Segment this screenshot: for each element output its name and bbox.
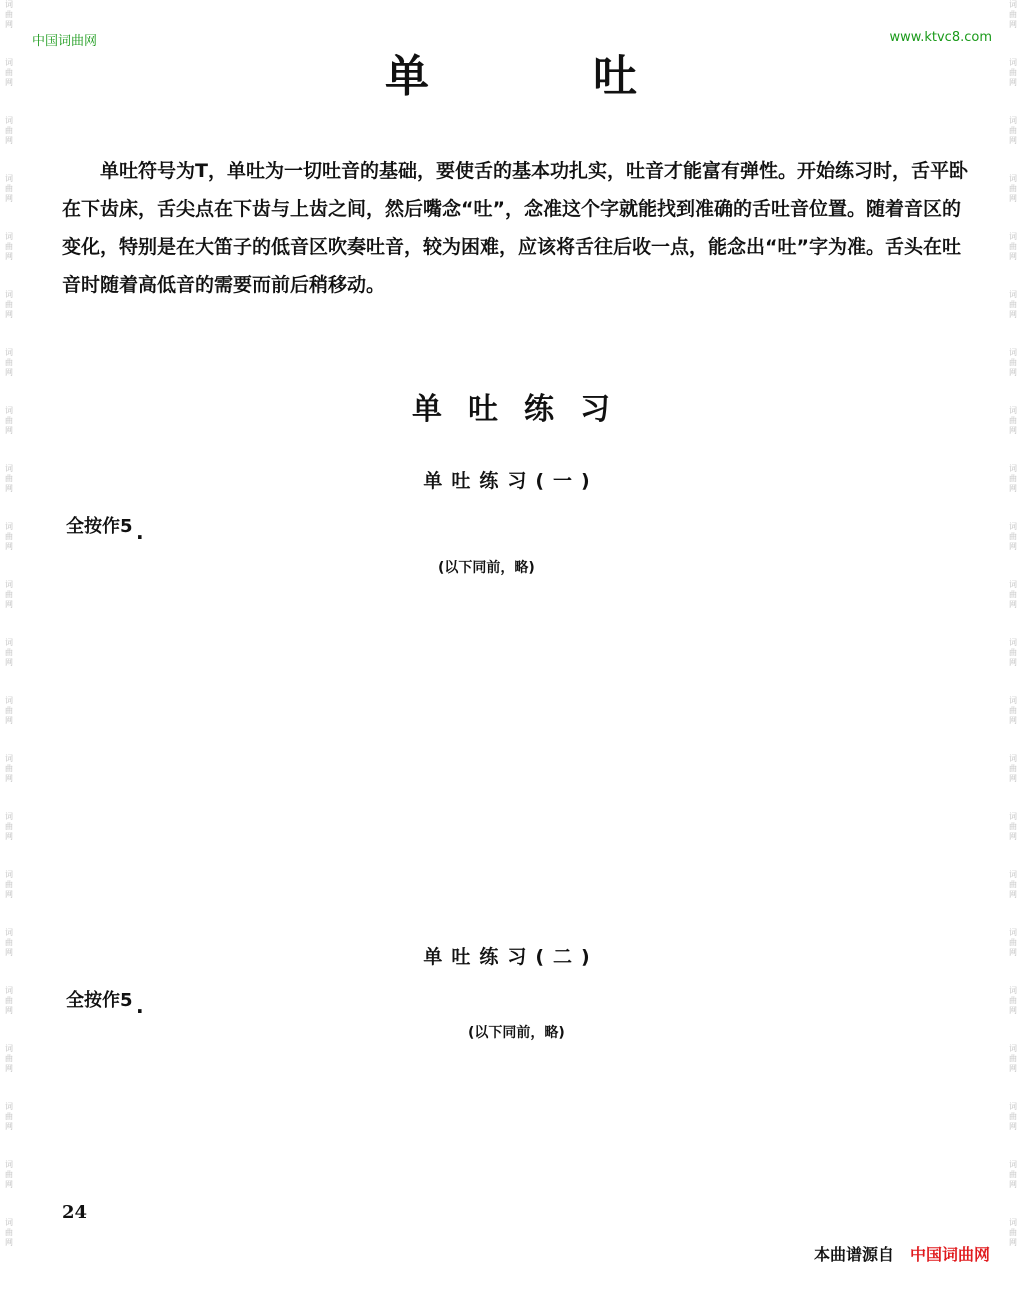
side-watermark-char: 网 [1009,890,1017,899]
side-watermark-char: 曲 [5,68,13,77]
side-watermark-char: 词 [1009,812,1017,821]
side-watermark-char: 网 [1009,310,1017,319]
side-watermark-char: 曲 [1009,300,1017,309]
side-watermark-char: 曲 [5,764,13,773]
side-watermark-group [2,348,16,378]
side-watermark-char: 词 [1009,232,1017,241]
source-label: 本曲谱源自 [813,1245,894,1264]
side-watermark-char: 词 [1009,928,1017,937]
side-watermark-char: 曲 [1009,1228,1017,1237]
exercise1-fingering: 全按作5 [66,516,133,537]
side-watermark-char: 词 [5,812,13,821]
side-watermark-char: 网 [5,600,13,609]
side-watermark-char: 词 [5,928,13,937]
side-watermark-char: 网 [5,1180,13,1189]
side-watermark-char: 词 [5,0,13,9]
side-watermark-char: 网 [1009,1006,1017,1015]
side-watermark-char: 网 [1009,832,1017,841]
side-watermark-char: 网 [5,20,13,29]
side-watermark-char: 曲 [5,1228,13,1237]
side-watermark-char: 网 [1009,774,1017,783]
side-watermark-char: 曲 [1009,880,1017,889]
side-watermark-char: 网 [1009,20,1017,29]
side-watermark-group [1006,696,1020,726]
side-watermark-char: 曲 [5,938,13,947]
side-watermark-char: 曲 [5,880,13,889]
side-watermark-char: 词 [5,580,13,589]
side-watermark-group [2,1218,16,1248]
side-watermark-char: 网 [5,136,13,145]
side-watermark-char: 曲 [1009,242,1017,251]
exercise2-note: (以下同前，略) [468,1025,565,1041]
side-watermark-char: 曲 [5,590,13,599]
side-watermark-char: 曲 [5,532,13,541]
side-watermark-char: 词 [1009,1160,1017,1169]
exercise2-fingering: 全按作5 [66,990,133,1011]
side-watermark-char: 曲 [1009,938,1017,947]
side-watermark-char: 词 [5,1218,13,1227]
side-watermark-char: 词 [5,870,13,879]
side-watermark-group [1006,174,1020,204]
side-watermark-group [1006,870,1020,900]
side-watermark-group [2,812,16,842]
side-watermark-char: 曲 [1009,764,1017,773]
side-watermark-char: 词 [1009,0,1017,9]
side-watermark-char: 网 [5,194,13,203]
side-watermark-char: 词 [1009,754,1017,763]
side-watermark-group [2,580,16,610]
side-watermark-char: 曲 [1009,184,1017,193]
side-watermark-char: 词 [1009,290,1017,299]
side-watermark-char: 曲 [5,474,13,483]
side-watermark-char: 曲 [5,300,13,309]
exercise1-staff-row-1 [62,566,977,636]
side-watermark-char: 网 [1009,426,1017,435]
side-watermark-char: 词 [1009,116,1017,125]
side-watermark-char: 网 [1009,252,1017,261]
side-watermark-char: 网 [5,542,13,551]
side-watermark-char: 网 [1009,658,1017,667]
side-watermark-char: 曲 [5,996,13,1005]
side-watermark-group [2,1160,16,1190]
side-watermark-char: 曲 [5,706,13,715]
side-watermark-char: 网 [1009,948,1017,957]
side-watermark-char: 词 [1009,1102,1017,1111]
side-watermark-group [2,232,16,262]
side-watermark-char: 词 [5,696,13,705]
side-watermark-char: 词 [5,522,13,531]
side-watermark-group [1006,1218,1020,1248]
side-watermark-group [1006,638,1020,668]
side-watermark-group [1006,290,1020,320]
side-watermark-char: 曲 [1009,68,1017,77]
exercise1-staff-row-3 [62,766,977,836]
side-watermark-char: 词 [1009,696,1017,705]
side-watermark-group [1006,232,1020,262]
side-watermark-group [2,1102,16,1132]
side-watermark-char: 网 [5,658,13,667]
side-watermark-group [1006,986,1020,1016]
exercise1-staff-row-2 [62,666,977,736]
side-watermark-char: 词 [5,1102,13,1111]
side-watermark-char: 曲 [5,648,13,657]
side-watermark-char: 词 [1009,174,1017,183]
side-watermark-char: 网 [5,832,13,841]
side-watermark-right [1006,0,1020,1293]
side-watermark-char: 词 [5,754,13,763]
side-watermark-group [1006,522,1020,552]
side-watermark-char: 曲 [1009,1112,1017,1121]
side-watermark-char: 网 [5,484,13,493]
side-watermark-group [1006,812,1020,842]
side-watermark-char: 网 [1009,194,1017,203]
watermark-right[interactable]: www.ktvc8.com [889,30,992,45]
side-watermark-left [2,0,16,1293]
side-watermark-char: 网 [5,252,13,261]
side-watermark-char: 词 [1009,638,1017,647]
side-watermark-char: 曲 [1009,126,1017,135]
side-watermark-char: 网 [5,1122,13,1131]
side-watermark-group [1006,1044,1020,1074]
side-watermark-char: 曲 [5,184,13,193]
side-watermark-group [2,0,16,30]
side-watermark-char: 词 [1009,1044,1017,1053]
side-watermark-group [2,174,16,204]
side-watermark-char: 网 [1009,716,1017,725]
side-watermark-group [2,290,16,320]
side-watermark-group [1006,0,1020,30]
side-watermark-char: 词 [5,1160,13,1169]
side-watermark-char: 网 [5,716,13,725]
page-number: 24 [62,1202,88,1223]
side-watermark-char: 曲 [1009,1170,1017,1179]
side-watermark-char: 曲 [5,126,13,135]
side-watermark-char: 词 [1009,870,1017,879]
side-watermark-char: 网 [1009,136,1017,145]
exercise2-staff-row-2 [62,1122,977,1192]
side-watermark-char: 曲 [1009,590,1017,599]
side-watermark-char: 词 [1009,580,1017,589]
exercise2-title: 单吐练习(二) [423,946,599,968]
side-watermark-char: 曲 [1009,474,1017,483]
side-watermark-char: 曲 [5,10,13,19]
side-watermark-char: 曲 [1009,822,1017,831]
side-watermark-char: 曲 [1009,532,1017,541]
side-watermark-group [1006,348,1020,378]
exercise2-staff-row-1 [62,1034,977,1104]
side-watermark-char: 词 [5,638,13,647]
side-watermark-char: 曲 [1009,996,1017,1005]
side-watermark-char: 网 [1009,1180,1017,1189]
exercise1-note: (以下同前，略) [438,560,535,576]
side-watermark-char: 曲 [1009,358,1017,367]
side-watermark-group [1006,580,1020,610]
side-watermark-char: 曲 [1009,10,1017,19]
side-watermark-char: 曲 [5,416,13,425]
page-title: 单 吐 [385,51,697,102]
side-watermark-char: 词 [5,58,13,67]
side-watermark-char: 词 [5,116,13,125]
side-watermark-char: 网 [1009,600,1017,609]
side-watermark-char: 曲 [5,1112,13,1121]
side-watermark-char: 网 [5,78,13,87]
side-watermark-char: 网 [5,426,13,435]
side-watermark-char: 网 [5,310,13,319]
side-watermark-char: 曲 [5,1170,13,1179]
side-watermark-char: 曲 [1009,416,1017,425]
side-watermark-char: 网 [5,1238,13,1247]
side-watermark-char: 词 [5,290,13,299]
side-watermark-char: 网 [1009,542,1017,551]
side-watermark-char: 网 [1009,484,1017,493]
intro-paragraph [62,152,977,304]
exercise1-fingering-dot: · [136,525,144,549]
side-watermark-char: 词 [1009,406,1017,415]
side-watermark-char: 词 [1009,1218,1017,1227]
side-watermark-char: 词 [5,348,13,357]
exercise1-title: 单吐练习(一) [423,470,599,492]
side-watermark-char: 曲 [1009,1054,1017,1063]
intro-text: 单吐符号为T，单吐为一切吐音的基础，要使舌的基本功扎实，吐音才能富有弹性。开始练习时，舌平卧在下齿床，舌尖点在下齿与上齿之间，然后嘴念“吐”，念准这个字就能找到准确的舌吐音位置。随着音区的变化，特别是在大笛子的低音区吹奏吐音，较为困难，应该将舌往后收一点，能念出“吐”字为准。舌头在吐音时随着高低音的需要而前后稍移动。 [62,160,968,296]
source-credit [814,1242,990,1265]
side-watermark-group [2,870,16,900]
side-watermark-char: 网 [5,774,13,783]
side-watermark-char: 词 [1009,348,1017,357]
side-watermark-char: 网 [5,890,13,899]
side-watermark-char: 曲 [5,822,13,831]
side-watermark-char: 曲 [5,242,13,251]
watermark-left[interactable]: 中国词曲网 [32,34,98,49]
side-watermark-group [1006,754,1020,784]
side-watermark-char: 曲 [5,1054,13,1063]
side-watermark-char: 网 [1009,368,1017,377]
side-watermark-group [2,638,16,668]
side-watermark-char: 词 [1009,986,1017,995]
side-watermark-group [2,116,16,146]
exercise2-fingering-dot: · [136,999,144,1023]
side-watermark-char: 网 [1009,1238,1017,1247]
side-watermark-group [1006,1102,1020,1132]
side-watermark-char: 网 [5,1006,13,1015]
side-watermark-char: 词 [5,232,13,241]
side-watermark-char: 词 [5,464,13,473]
side-watermark-char: 词 [1009,522,1017,531]
side-watermark-char: 词 [5,986,13,995]
side-watermark-char: 曲 [5,358,13,367]
side-watermark-group [1006,116,1020,146]
side-watermark-group [1006,1160,1020,1190]
side-watermark-char: 网 [5,368,13,377]
side-watermark-group [2,1044,16,1074]
side-watermark-char: 词 [1009,464,1017,473]
section-title: 单吐练习 [412,392,636,427]
source-site-link[interactable]: 中国词曲网 [909,1245,990,1264]
side-watermark-char: 网 [5,948,13,957]
side-watermark-char: 网 [1009,1064,1017,1073]
side-watermark-char: 词 [5,406,13,415]
side-watermark-char: 网 [5,1064,13,1073]
side-watermark-char: 网 [1009,1122,1017,1131]
side-watermark-char: 词 [1009,58,1017,67]
side-watermark-char: 词 [5,174,13,183]
side-watermark-char: 曲 [1009,706,1017,715]
side-watermark-char: 曲 [1009,648,1017,657]
side-watermark-group [2,696,16,726]
side-watermark-char: 词 [5,1044,13,1053]
side-watermark-group [2,754,16,784]
side-watermark-char: 网 [1009,78,1017,87]
side-watermark-group [2,522,16,552]
side-watermark-group [2,986,16,1016]
